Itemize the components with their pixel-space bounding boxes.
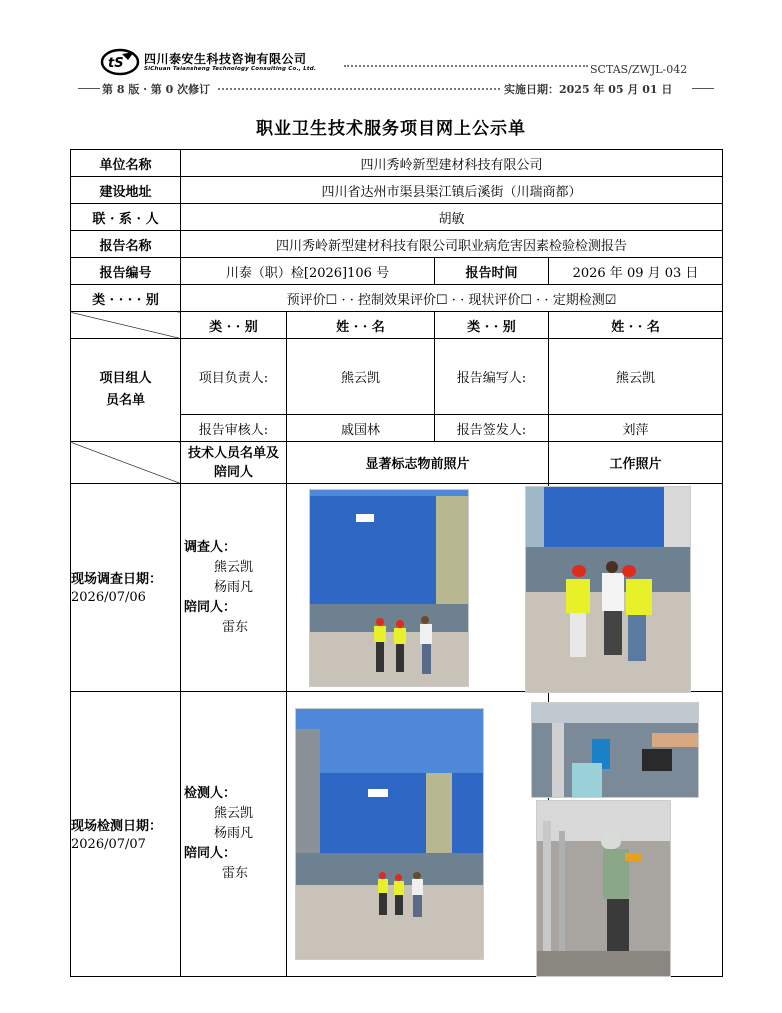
unit-value: 四川秀岭新型建材科技有限公司 [181,150,723,177]
contact-value: 胡敏 [181,204,723,231]
option-status-evaluation [468,293,532,308]
detection-date-cell [71,692,181,977]
header-rule-left [78,88,100,89]
detection-date: 2026/07/07 [71,836,146,852]
staff-col-header [181,442,287,484]
leader-name: 熊云凯 [287,339,435,415]
inspector-label: 检测人： [184,786,237,801]
accompany-label: 陪同人： [184,599,237,615]
writer-role: 报告编写人: [435,339,549,415]
effective-date: 实施日期：2025 年 05 月 01 日 [504,83,673,96]
detection-work-photo-1 [531,702,699,798]
inspector-name: 熊云凯 [214,806,254,821]
row-report-no [71,258,723,285]
row-address [71,177,723,204]
issuer-name: 刘萍 [549,415,723,442]
survey-work-photo [525,486,691,693]
checkbox-icon[interactable]: ☐ [325,292,338,308]
report-time-value: 2026 年 09 月 03 日 [549,258,723,285]
col-name: 姓 · · 名 [287,312,435,339]
investigator-name: 杨雨凡 [214,579,254,595]
checkbox-icon[interactable]: ☐ [436,292,448,308]
option-label: 现状评价 [468,292,521,308]
page-title: 职业卫生技术服务项目网上公示单 [256,119,526,139]
accompany-name: 雷东 [222,866,249,881]
category-label: 类 · · · · 别 [71,285,181,312]
col-name: 姓 · · 名 [549,312,723,339]
survey-date-label: 现场调查日期： [71,572,163,587]
address-label: 建设地址 [71,177,181,204]
survey-landmark-photo [309,489,469,687]
document-header [0,0,782,110]
contact-label: 联 · 系 · 人 [71,204,181,231]
detection-landmark-photo [295,708,484,960]
report-time-label: 报告时间 [435,258,549,285]
issuer-role: 报告签发人: [435,415,549,442]
survey-date: 2026/07/06 [71,590,146,605]
document-code: SCTAS/ZWJL-042 [590,63,688,76]
checkbox-icon[interactable]: ☐ [520,292,533,308]
diagonal-cell [71,312,181,339]
leader-role: 项目负责人: [181,339,287,415]
staff-col-text: 技术人员名单及陪同人 [187,445,279,480]
company-sign-icon [368,789,388,797]
report-name-value: 四川秀岭新型建材科技有限公司职业病危害因素检验检测报告 [181,231,723,258]
detection-work-photo-2 [536,800,671,977]
option-label: 定期检测 [552,292,605,308]
inspector-name: 杨雨凡 [214,826,254,841]
option-control-effect [358,293,448,308]
detection-date-label: 现场检测日期： [71,818,163,834]
col-type: 类 · · 别 [181,312,287,339]
writer-name: 熊云凯 [549,339,723,415]
report-name-label: 报告名称 [71,231,181,258]
company-name-cn: 四川泰安生科技咨询有限公司 [144,52,307,66]
category-options: 预评价☐ · · 控制效果评价☐ · · 现状评价☐ · · 定期检测☑ [181,285,723,312]
company-logo-icon [100,48,140,76]
row-unit [71,150,723,177]
group-label-text: 项目组人员名单 [99,371,152,408]
company-name-en: SiChuan Taiansheng Technology Consulting Co., Ltd. [144,66,317,72]
option-periodic-detection [553,293,617,308]
survey-date-cell [71,484,181,692]
work-col-header: 工作照片 [549,442,723,484]
row-team-header [71,312,723,339]
row-report-name [71,231,723,258]
header-rule-right [692,88,714,89]
diagonal-cell [71,442,181,484]
group-label [71,339,181,442]
accompany-name: 雷东 [222,619,249,635]
col-type: 类 · · 别 [435,312,549,339]
company-sign-icon [356,514,374,522]
row-photo-header [71,442,723,484]
option-label: 预评价 [286,292,326,308]
report-no-value: 川泰（职）检[2026]106 号 [181,258,435,285]
unit-label: 单位名称 [71,150,181,177]
landmark-col-header: 显著标志物前照片 [287,442,549,484]
option-label: 控制效果评价 [358,292,437,308]
reviewer-name: 戚国林 [287,415,435,442]
investigator-label: 调查人： [184,539,237,555]
address-value: 四川省达州市渠县渠江镇后溪街（川瑞商都） [181,177,723,204]
detection-people [181,692,287,977]
svg-text:tS: tS [108,56,124,71]
row-category [71,285,723,312]
option-pre-evaluation [287,293,338,308]
investigator-name: 熊云凯 [214,559,254,575]
row-team-1 [71,339,723,415]
reviewer-role: 报告审核人: [181,415,287,442]
row-contact [71,204,723,231]
checkbox-icon[interactable]: ☑ [604,292,617,308]
edition-text: 第 8 版 · 第 0 次修订 [102,83,211,96]
dotted-rule [218,88,500,90]
report-no-label: 报告编号 [71,258,181,285]
survey-people [181,484,287,692]
accompany-label: 陪同人： [184,846,237,861]
dotted-rule [344,65,588,67]
